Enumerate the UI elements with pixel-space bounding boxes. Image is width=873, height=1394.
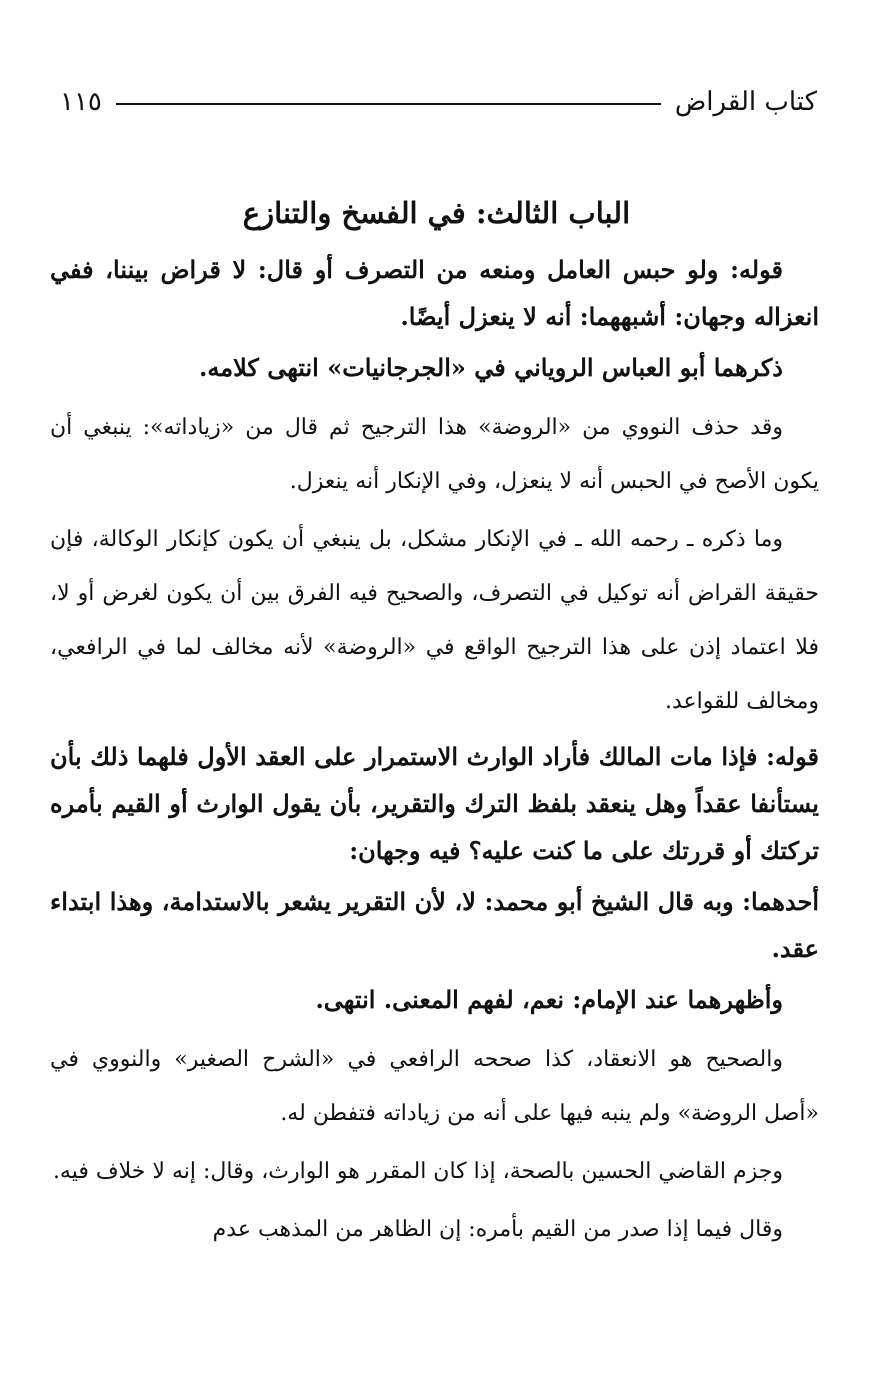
paragraph-nawawi-deletion: وقد حذف النووي من «الروضة» هذا الترجيح ثم قال من «زياداته»: ينبغي أن يكون الأصح في الحبس أنه لا ينعزل، وفي الإنكار أنه ينعزل. (50, 415, 819, 494)
paragraph-correct-view: والصحيح هو الانعقاد، كذا صححه الرافعي في «الشرح الصغير» والنووي في «أصل الروضة» ولم ينبه فيها على أنه من زياداته فتفطن له. (50, 1047, 819, 1126)
paragraph-source-ruyani: ذكرهما أبو العباس الروياني في «الجرجانيات» انتهى كلامه. (199, 353, 783, 382)
paragraph-critique: وما ذكره ـ رحمه الله ـ في الإنكار مشكل، بل ينبغي أن يكون كإنكار الوكالة، فإن حقيقة القراض أنه توكيل في التصرف، والصحيح فيه الفرق بين أن يكون لغرض أو لا، فلا اعتماد إذن على هذا الترجيح الواقع في «الروضة» لأنه مخالف لما في الرافعي، ومخالف للقواعد. (50, 527, 819, 714)
paragraph-imam-view: وأظهرهما عند الإمام: نعم، لفهم المعنى. انتهى. (315, 985, 783, 1014)
paragraph-guardian: وقال فيما إذا صدر من القيم بأمره: إن الظاهر من المذهب عدم (212, 1217, 783, 1242)
paragraph-first-view: أحدهما: وبه قال الشيخ أبو محمد: لا، لأن التقرير يشعر بالاستدامة، وهذا ابتداء عقد. (50, 887, 819, 963)
page-number: ١١٥ (60, 87, 102, 117)
paragraph-qadi-husayn: وجزم القاضي الحسين بالصحة، إذا كان المقرر هو الوارث، وقال: إنه لا خلاف فيه. (52, 1159, 783, 1184)
paragraph-quote-owner-death: قوله: فإذا مات المالك فأراد الوارث الاستمرار على العقد الأول فلهما ذلك بأن يستأنفا عقداً وهل ينعقد بلفظ الترك والتقرير، بأن يقول الوارث أو القيم بأمره تركتك أو قررتك على ما كنت عليه؟ فيه وجهان: (50, 742, 819, 865)
header-rule (116, 103, 661, 105)
running-title: كتاب القراض (674, 87, 817, 117)
paragraph-quote-dismissal: قوله: ولو حبس العامل ومنعه من التصرف أو قال: لا قراض بيننا، ففي انعزاله وجهان: أشبههما: أنه لا ينعزل أيضًا. (50, 255, 819, 331)
chapter-heading: الباب الثالث: في الفسخ والتنازع (242, 196, 631, 230)
body-text (50, 246, 819, 1261)
running-header (60, 80, 817, 124)
